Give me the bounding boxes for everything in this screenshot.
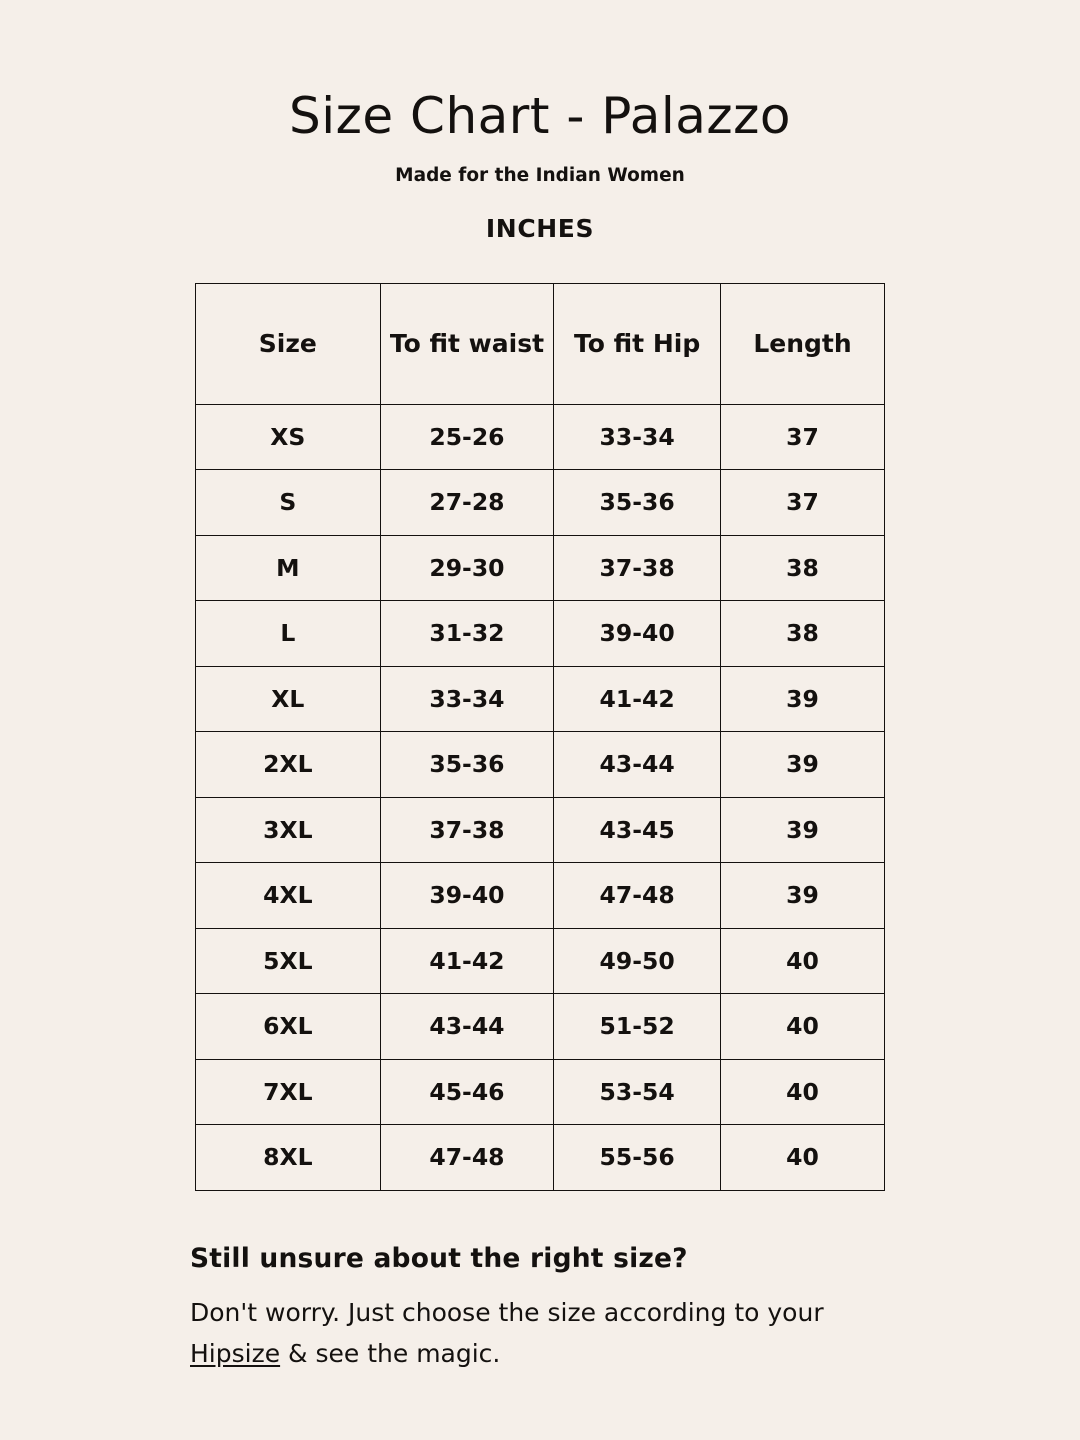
cell-size: 8XL <box>196 1125 381 1191</box>
cell-size: L <box>196 601 381 667</box>
cell-size: 6XL <box>196 994 381 1060</box>
table-header-row <box>196 283 885 404</box>
cell-waist: 31-32 <box>380 601 554 667</box>
table-row <box>196 1125 885 1191</box>
table-row <box>196 404 885 470</box>
cell-size: 4XL <box>196 863 381 929</box>
size-table <box>195 283 885 1191</box>
cell-length: 38 <box>721 535 885 601</box>
cell-length: 38 <box>721 601 885 667</box>
table-row <box>196 470 885 536</box>
cell-hip: 49-50 <box>554 928 721 994</box>
cell-size: 7XL <box>196 1059 381 1125</box>
column-header-length: Length <box>721 283 885 404</box>
cell-size: 2XL <box>196 732 381 798</box>
hipsize-link[interactable]: Hipsize <box>190 1338 281 1368</box>
cell-length: 40 <box>721 1125 885 1191</box>
units-label: INCHES <box>485 213 595 243</box>
cell-waist: 47-48 <box>380 1125 554 1191</box>
cell-hip: 35-36 <box>554 470 721 536</box>
table-row <box>196 732 885 798</box>
page-subtitle: Made for the Indian Women <box>395 164 685 186</box>
cell-size: M <box>196 535 381 601</box>
footer-body-after: & see the magic. <box>280 1338 501 1368</box>
cell-size: 3XL <box>196 797 381 863</box>
cell-waist: 37-38 <box>380 797 554 863</box>
cell-waist: 45-46 <box>380 1059 554 1125</box>
cell-size: XL <box>196 666 381 732</box>
cell-waist: 27-28 <box>380 470 554 536</box>
cell-length: 39 <box>721 666 885 732</box>
table-row <box>196 994 885 1060</box>
cell-hip: 43-45 <box>554 797 721 863</box>
cell-size: XS <box>196 404 381 470</box>
cell-hip: 43-44 <box>554 732 721 798</box>
cell-waist: 29-30 <box>380 535 554 601</box>
page-title: Size Chart - Palazzo <box>289 87 791 145</box>
table-row <box>196 928 885 994</box>
size-table-body <box>196 404 885 1190</box>
footer-body-before: Don't worry. Just choose the size according to your <box>190 1297 824 1327</box>
cell-hip: 33-34 <box>554 404 721 470</box>
cell-length: 40 <box>721 928 885 994</box>
footer-heading: Still unsure about the right size? <box>190 1242 688 1274</box>
table-row <box>196 535 885 601</box>
column-header-waist: To fit waist <box>380 283 554 404</box>
cell-hip: 39-40 <box>554 601 721 667</box>
cell-size: S <box>196 470 381 536</box>
footer-note <box>190 1243 890 1375</box>
size-table-wrapper <box>195 283 885 1191</box>
cell-hip: 37-38 <box>554 535 721 601</box>
cell-waist: 43-44 <box>380 994 554 1060</box>
column-header-size: Size <box>196 283 381 404</box>
cell-waist: 33-34 <box>380 666 554 732</box>
cell-waist: 25-26 <box>380 404 554 470</box>
cell-waist: 35-36 <box>380 732 554 798</box>
table-row <box>196 601 885 667</box>
table-row <box>196 666 885 732</box>
cell-hip: 41-42 <box>554 666 721 732</box>
cell-length: 40 <box>721 1059 885 1125</box>
cell-hip: 51-52 <box>554 994 721 1060</box>
footer-body <box>190 1274 890 1375</box>
cell-length: 40 <box>721 994 885 1060</box>
cell-hip: 53-54 <box>554 1059 721 1125</box>
cell-waist: 41-42 <box>380 928 554 994</box>
table-row <box>196 863 885 929</box>
cell-length: 37 <box>721 404 885 470</box>
cell-waist: 39-40 <box>380 863 554 929</box>
cell-hip: 47-48 <box>554 863 721 929</box>
cell-length: 39 <box>721 732 885 798</box>
column-header-hip: To fit Hip <box>554 283 721 404</box>
cell-size: 5XL <box>196 928 381 994</box>
cell-length: 39 <box>721 797 885 863</box>
cell-length: 37 <box>721 470 885 536</box>
table-row <box>196 1059 885 1125</box>
cell-hip: 55-56 <box>554 1125 721 1191</box>
cell-length: 39 <box>721 863 885 929</box>
table-row <box>196 797 885 863</box>
size-table-head <box>196 283 885 404</box>
